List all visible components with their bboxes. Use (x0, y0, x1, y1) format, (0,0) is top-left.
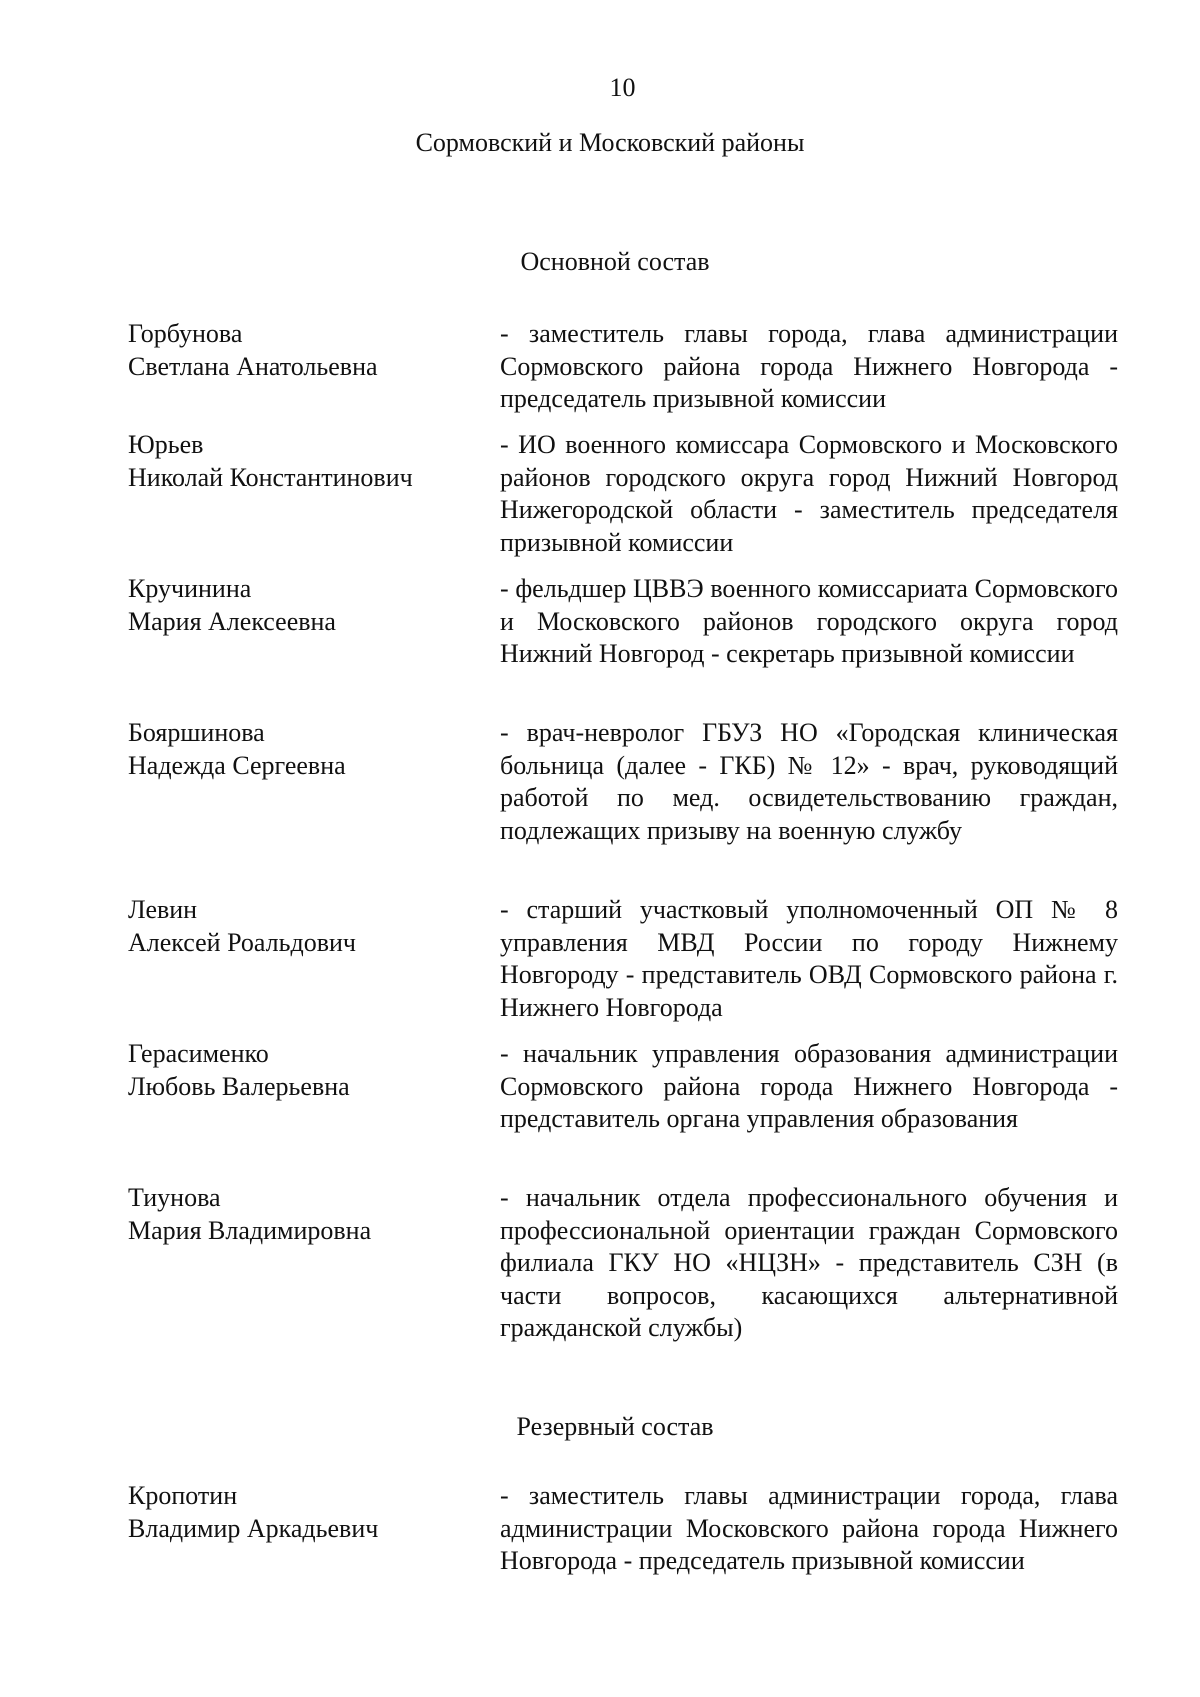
member-role: - заместитель главы города, глава администрации Сормовского района города Нижнего Новгорода - председатель призывной комиссии (500, 319, 1118, 413)
member-surname: Юрьев (128, 430, 204, 459)
member-role: - фельдшер ЦВВЭ военного комиссариата Сормовского и Московского районов городского округа город Нижний Новгород - секретарь призывной комиссии (500, 574, 1118, 668)
member-surname: Кропотин (128, 1481, 238, 1510)
member-surname: Горбунова (128, 319, 243, 348)
reserve-section-title: Резервный состав (516, 1412, 714, 1441)
member-name (128, 429, 500, 559)
member-name (128, 1038, 500, 1136)
member-given-names: Светлана Анатольевна (128, 351, 378, 381)
member-name (128, 717, 500, 847)
member-given-names: Николай Константинович (128, 462, 413, 492)
member-role: - начальник отдела профессионального обучения и профессиональной ориентации граждан Сормовского филиала ГКУ НО «НЦЗН» - представитель СЗН (в части вопросов, касающихся альтернативной гражданской службы) (500, 1183, 1118, 1342)
member-kruchinina (128, 573, 1118, 671)
member-name (128, 573, 500, 671)
member-gorbunova (128, 318, 1118, 416)
member-surname: Тиунова (128, 1183, 221, 1212)
member-levin (128, 894, 1118, 1024)
member-name (128, 894, 500, 1024)
member-surname: Левин (128, 895, 198, 924)
page-number: 10 (609, 73, 636, 102)
member-name (128, 1480, 500, 1578)
member-tiunova (128, 1182, 1118, 1345)
member-given-names: Любовь Валерьевна (128, 1071, 350, 1101)
member-name (128, 1182, 500, 1345)
member-surname: Бояршинова (128, 718, 265, 747)
member-surname: Герасименко (128, 1039, 269, 1068)
member-role: - ИО военного комиссара Сормовского и Московского районов городского округа город Нижний Новгород Нижегородской области - заместитель председателя призывной комиссии (500, 430, 1118, 557)
member-given-names: Надежда Сергеевна (128, 750, 346, 780)
member-role: - врач-невролог ГБУЗ НО «Городская клиническая больница (далее - ГКБ) № 12» - врач, руководящий работой по мед. освидетельствованию граждан, подлежащих призыву на военную службу (500, 718, 1118, 845)
member-given-names: Мария Алексеевна (128, 606, 336, 636)
member-role: - заместитель главы администрации города, глава администрации Московского района города Нижнего Новгорода - председатель призывной комиссии (500, 1481, 1118, 1575)
member-given-names: Алексей Роальдович (128, 927, 356, 957)
member-given-names: Владимир Аркадьевич (128, 1513, 379, 1543)
member-yuryev (128, 429, 1118, 559)
member-given-names: Мария Владимировна (128, 1215, 372, 1245)
member-boyarshinova (128, 717, 1118, 847)
member-surname: Кручинина (128, 574, 252, 603)
member-gerasimenko (128, 1038, 1118, 1136)
main-section-title: Основной состав (520, 247, 710, 276)
member-name (128, 318, 500, 416)
member-kropotin (128, 1480, 1118, 1578)
member-role: - старший участковый уполномоченный ОП № 8 управления МВД России по городу Нижнему Новгороду - представитель ОВД Сормовского района г. Нижнего Новгорода (500, 895, 1118, 1022)
district-title: Сормовский и Московский районы (415, 128, 805, 157)
member-role: - начальник управления образования администрации Сормовского района города Нижнего Новгорода - представитель органа управления образования (500, 1039, 1118, 1133)
